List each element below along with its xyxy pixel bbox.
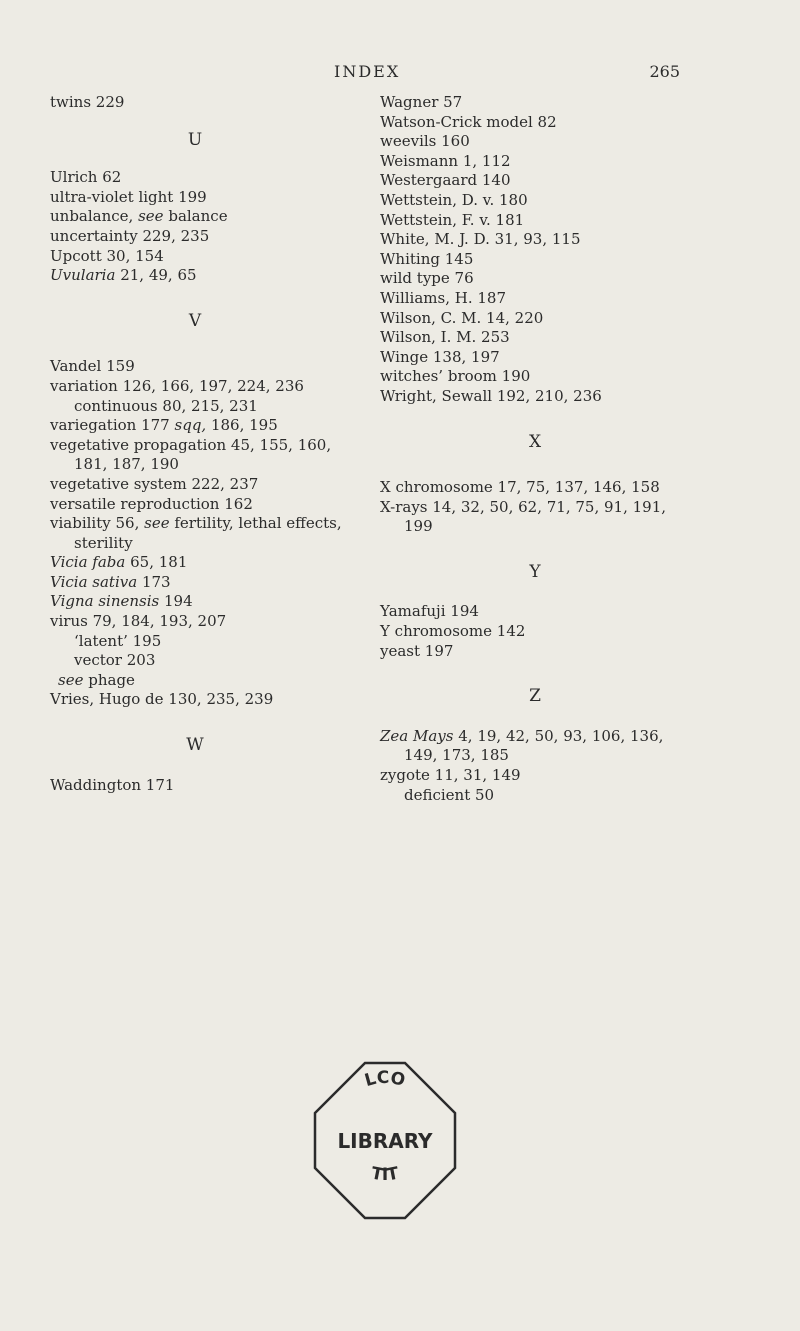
index-entry: Wilson, I. M. 253 bbox=[380, 328, 510, 347]
cross-reference: fertility, lethal effects, bbox=[174, 514, 342, 533]
see-reference: see bbox=[138, 207, 164, 226]
index-entry: Yamafuji 194 bbox=[380, 602, 479, 621]
sqq-marker: sqq, bbox=[174, 416, 207, 435]
index-entry: Winge 138, 197 bbox=[380, 347, 500, 366]
stamp-bottom-text: TIT bbox=[369, 1163, 401, 1186]
index-entry: variation 126, 166, 197, 224, 236 bbox=[50, 376, 304, 395]
entry-pages: 173 bbox=[141, 572, 171, 591]
index-entry: Wright, Sewall 192, 210, 236 bbox=[380, 386, 602, 405]
index-entry: Upcott 30, 154 bbox=[50, 246, 164, 265]
index-entry: White, M. J. D. 31, 93, 115 bbox=[380, 230, 581, 249]
cross-reference: phage bbox=[88, 670, 135, 689]
entry-term: unbalance, bbox=[50, 207, 134, 226]
index-entry: X-rays 14, 32, 50, 62, 71, 75, 91, 191, bbox=[380, 497, 667, 516]
index-subentry: deficient 50 bbox=[404, 785, 495, 804]
section-letter-w: W bbox=[186, 735, 204, 756]
taxon-name: Zea Mays bbox=[380, 726, 454, 745]
index-subentry: ‘latent’ 195 bbox=[74, 631, 162, 650]
index-entry: witches’ broom 190 bbox=[380, 367, 531, 386]
index-entry: Whiting 145 bbox=[380, 249, 474, 268]
index-entry: Wilson, C. M. 14, 220 bbox=[380, 308, 544, 327]
section-letter-v: V bbox=[188, 310, 202, 331]
index-entry-continuation: sterility bbox=[74, 533, 133, 552]
index-entry: uncertainty 229, 235 bbox=[50, 226, 210, 245]
cross-reference: balance bbox=[168, 207, 228, 226]
index-entry: wild type 76 bbox=[380, 269, 474, 288]
entry-term: variegation 177 bbox=[50, 416, 170, 435]
index-entry: virus 79, 184, 193, 207 bbox=[50, 612, 227, 631]
index-entry: Ulrich 62 bbox=[50, 168, 122, 187]
running-head bbox=[0, 62, 800, 86]
index-entry bbox=[50, 266, 370, 286]
entry-term: viability 56, bbox=[50, 514, 140, 533]
entry-pages: 194 bbox=[164, 592, 193, 611]
index-entry: Weismann 1, 112 bbox=[380, 151, 511, 170]
index-entry: X chromosome 17, 75, 137, 146, 158 bbox=[380, 478, 660, 497]
stamp-center-text: LIBRARY bbox=[337, 1129, 433, 1153]
index-entry bbox=[50, 514, 370, 534]
index-entry bbox=[50, 207, 370, 227]
entry-pages: 65, 181 bbox=[130, 553, 188, 572]
taxon-name: Vicia faba bbox=[50, 553, 126, 572]
section-letter-x: X bbox=[528, 431, 542, 452]
index-entry: vegetative propagation 45, 155, 160, bbox=[50, 435, 332, 454]
stamp-top-text: LCO bbox=[362, 1067, 408, 1092]
entry-pages: 186, 195 bbox=[210, 416, 278, 435]
index-entry: Wagner 57 bbox=[380, 93, 463, 111]
index-subentry bbox=[50, 671, 370, 691]
section-letter-z: Z bbox=[529, 686, 541, 707]
index-entry: vegetative system 222, 237 bbox=[50, 474, 259, 493]
index-entry: zygote 11, 31, 149 bbox=[380, 766, 521, 785]
index-entry bbox=[50, 553, 370, 573]
index-entry bbox=[50, 573, 370, 593]
index-entry: ultra-violet light 199 bbox=[50, 187, 207, 206]
index-entry: Vries, Hugo de 130, 235, 239 bbox=[50, 690, 274, 709]
taxon-name: Vigna sinensis bbox=[50, 592, 160, 611]
left-column bbox=[50, 93, 370, 795]
library-stamp-icon bbox=[305, 1058, 465, 1223]
entry-pages: 4, 19, 42, 50, 93, 106, 136, bbox=[458, 726, 664, 745]
index-entry: twins 229 bbox=[50, 93, 125, 111]
index-entry: Watson-Crick model 82 bbox=[380, 112, 557, 131]
index-subentry: vector 203 bbox=[74, 651, 156, 670]
index-entry bbox=[50, 592, 370, 612]
index-entry: yeast 197 bbox=[380, 641, 454, 660]
section-letter-u: U bbox=[187, 129, 203, 150]
see-reference: see bbox=[144, 514, 170, 533]
section-letter-y: Y bbox=[529, 561, 541, 582]
index-entry-continuation: 149, 173, 185 bbox=[404, 746, 509, 765]
index-entry: Williams, H. 187 bbox=[380, 288, 506, 307]
index-subentry: continuous 80, 215, 231 bbox=[74, 396, 258, 415]
index-entry: weevils 160 bbox=[380, 132, 470, 151]
taxon-name: Uvularia bbox=[50, 266, 116, 285]
running-title: INDEX bbox=[334, 62, 401, 81]
right-column bbox=[380, 93, 710, 805]
entry-pages: 21, 49, 65 bbox=[120, 266, 197, 285]
page-number: 265 bbox=[649, 62, 680, 81]
index-entry bbox=[380, 727, 710, 747]
index-entry: versatile reproduction 162 bbox=[50, 494, 253, 513]
index-entry: Y chromosome 142 bbox=[380, 622, 526, 641]
see-reference: see bbox=[58, 670, 84, 689]
index-entry-continuation: 199 bbox=[404, 517, 433, 536]
index-entry: Westergaard 140 bbox=[380, 171, 511, 190]
index-entry-continuation: 181, 187, 190 bbox=[74, 455, 179, 474]
index-entry: Wettstein, D. v. 180 bbox=[380, 190, 528, 209]
index-entry: Wettstein, F. v. 181 bbox=[380, 210, 525, 229]
library-stamp bbox=[305, 1058, 465, 1223]
index-entry: Waddington 171 bbox=[50, 775, 175, 794]
index-entry: Vandel 159 bbox=[50, 357, 135, 376]
taxon-name: Vicia sativa bbox=[50, 572, 138, 591]
index-entry bbox=[50, 416, 370, 436]
